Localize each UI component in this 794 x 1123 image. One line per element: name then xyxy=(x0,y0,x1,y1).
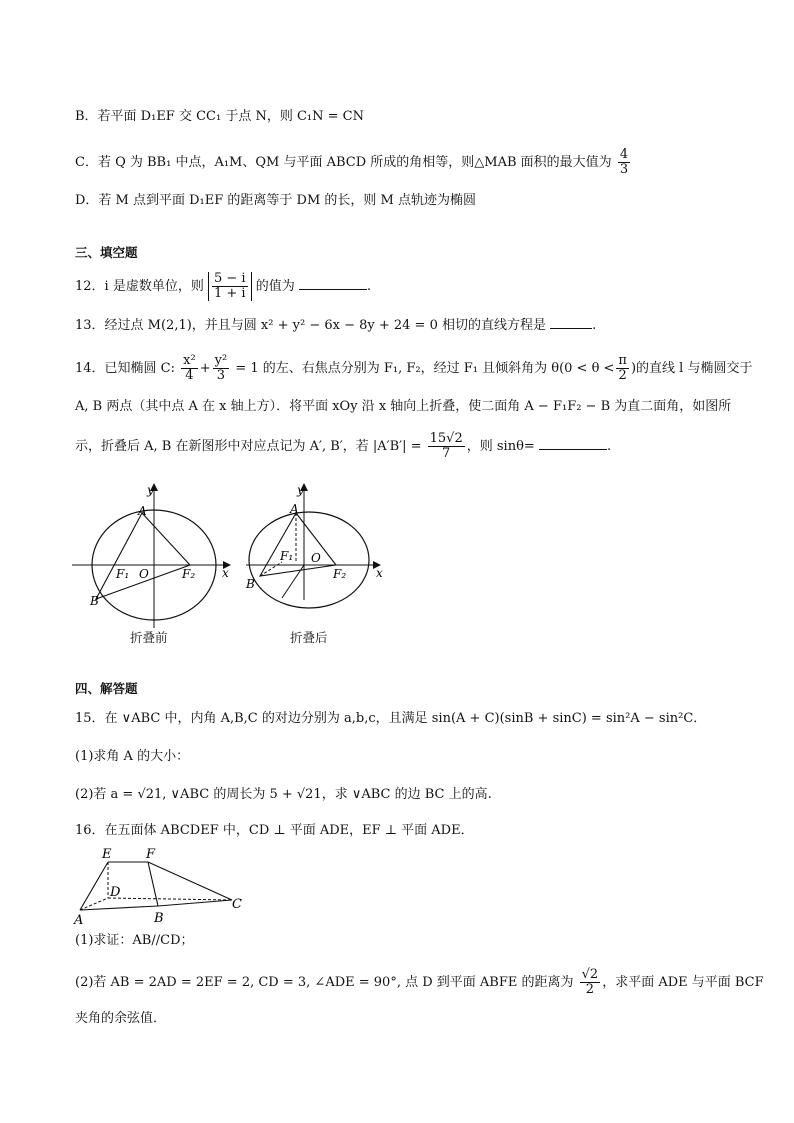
option-b: B．若平面 D₁EF 交 CC₁ 于点 N，则 C₁N = CN xyxy=(75,109,364,124)
distance-fraction xyxy=(580,968,601,997)
option-c xyxy=(75,148,754,177)
fraction-numerator: x² xyxy=(183,353,196,368)
q14-text: = 1 的左、右焦点分别为 F₁, F₂，经过 F₁ 且倾斜角为 θ xyxy=(235,361,560,376)
origin-label: O xyxy=(139,567,149,581)
section-heading-solutions: 四、解答题 xyxy=(75,681,138,696)
fraction-denominator: 2 xyxy=(585,982,595,997)
question-13 xyxy=(75,314,754,337)
fraction-numerator: π xyxy=(618,353,627,368)
ellipse-figures xyxy=(60,478,400,628)
q12-text: 12．i 是虚数单位，则 xyxy=(75,279,204,294)
x-axis-label: x xyxy=(222,566,229,580)
fraction-numerator: y² xyxy=(214,353,228,368)
angle-condition: 0 < θ < xyxy=(564,361,615,376)
focus-f1-label: F₁ xyxy=(280,549,294,563)
point-b-label: B xyxy=(90,594,99,608)
focus-f2-label: F₂ xyxy=(182,567,196,581)
option-d: D．若 M 点到平面 D₁EF 的距离等于 DM 的长，则 M 点轨迹为椭圆 xyxy=(75,193,476,208)
fraction-denominator: 3 xyxy=(216,368,226,383)
question-15-part-2: (2)若 a = √21, ∨ABC 的周长为 5 + √21，求 ∨ABC 的边 BC 上的高. xyxy=(75,787,492,802)
q16-text: ，求平面 ADE 与平面 BCF xyxy=(602,975,764,990)
option-c-fraction xyxy=(618,148,630,177)
question-15-stem: 15．在 ∨ABC 中，内角 A,B,C 的对边分别为 a,b,c，且满足 sin(A + C)(sinB + sinC) = sin²A − sin²C． xyxy=(75,711,707,726)
question-16-part-2-continued: 夹角的余弦值． xyxy=(75,1011,167,1026)
focus-f1-label: F₁ xyxy=(116,567,130,581)
point-b-label: B xyxy=(246,577,255,591)
caption-after-folding: 折叠后 xyxy=(290,630,328,645)
vertex-a-label: A xyxy=(74,913,84,926)
fraction-numerator: √2 xyxy=(581,967,599,982)
vertex-f-label: F xyxy=(146,847,156,862)
fraction-denominator: 7 xyxy=(442,446,451,461)
fraction-numerator: 15√2 xyxy=(429,431,463,446)
q14-text: 示，折叠后 A, B 在新图形中对应点记为 A′, B′，若 |A′B′| = xyxy=(75,439,422,454)
q12-suffix: 的值为 xyxy=(255,279,295,294)
plus: + xyxy=(199,361,211,376)
pi-fraction xyxy=(616,354,629,383)
fraction-numerator: 4 xyxy=(619,147,629,162)
question-16-part-1: (1)求证：AB//CD； xyxy=(75,933,194,948)
y-fraction xyxy=(213,354,230,383)
x-axis-label: x xyxy=(376,566,383,580)
point-a-label: A xyxy=(138,504,147,518)
q13-text: 13．经过点 M(2,1)，并且与圆 x² + y² − 6x − 8y + 24 = 0 相切的直线方程是 xyxy=(75,318,546,333)
focus-f2-label: F₂ xyxy=(333,567,347,581)
fraction-denominator: 4 xyxy=(185,368,194,383)
q14-answer-blank xyxy=(539,435,607,450)
fraction-denominator: 3 xyxy=(619,162,629,177)
y-axis-label: y xyxy=(297,483,304,497)
question-14-line-2: A, B 两点（其中点 A 在 x 轴上方）．将平面 xOy 沿 x 轴向上折叠，使二面角 A − F₁F₂ − B 为直二面角，如图所 xyxy=(75,399,732,414)
ab-fraction xyxy=(428,432,465,461)
point-a-label: A xyxy=(290,502,299,516)
vertex-e-label: E xyxy=(102,847,112,862)
question-14-line-3 xyxy=(75,432,754,461)
fraction-denominator: 2 xyxy=(618,368,627,383)
q14-text: ，则 sinθ= xyxy=(466,439,535,454)
q12-abs-value xyxy=(208,272,252,301)
q13-answer-blank xyxy=(550,314,592,329)
period: . xyxy=(592,318,597,333)
x-fraction xyxy=(181,354,198,383)
origin-label: O xyxy=(311,551,321,565)
q14-text: 14．已知椭圆 C: xyxy=(75,361,176,376)
section-heading-fill-in: 三、填空题 xyxy=(75,245,138,260)
pentahedron-figure xyxy=(70,844,250,926)
period: . xyxy=(366,279,372,294)
q12-answer-blank xyxy=(299,275,367,290)
q14-text: 的直线 l 与椭圆交于 xyxy=(636,361,753,376)
question-14-line-1: 14．已知椭圆 C: $\frac{\text{x²}}{4}$ + $\frac{\text{y²}}{3}$ = 1 的左、右焦点分别为 F₁, F₂，经过 F₁ 且倾斜角为 θ(0 < θ < $\frac{\pi}{2}$ )的直线 l 与椭圆交于 xyxy=(75,353,753,383)
fraction-numerator: 5 − i xyxy=(213,271,246,286)
figure-after-folding xyxy=(245,483,383,608)
option-c-text: C．若 Q 为 BB₁ 中点，A₁M、QM 与平面 ABCD 所成的角相等，则△MAB 面积的最大值为 xyxy=(75,155,612,170)
vertex-c-label: C xyxy=(232,897,242,912)
question-16-part-2 xyxy=(75,967,764,997)
question-12 xyxy=(75,272,754,301)
period: . xyxy=(606,439,612,454)
caption-before-folding: 折叠前 xyxy=(130,630,168,645)
y-axis-label: y xyxy=(147,483,154,497)
question-15-part-1: (1)求角 A 的大小： xyxy=(75,749,190,764)
question-16-stem: 16．在五面体 ABCDEF 中，CD ⊥ 平面 ADE，EF ⊥ 平面 ADE． xyxy=(75,823,474,838)
fraction-denominator: 1 + i xyxy=(213,286,246,301)
vertex-b-label: B xyxy=(154,911,164,926)
figure-before-folding xyxy=(72,483,230,628)
vertex-d-label: D xyxy=(110,885,121,900)
q16-text: (2)若 AB = 2AD = 2EF = 2, CD = 3, ∠ADE = 90°, 点 D 到平面 ABFE 的距离为 xyxy=(75,975,574,990)
